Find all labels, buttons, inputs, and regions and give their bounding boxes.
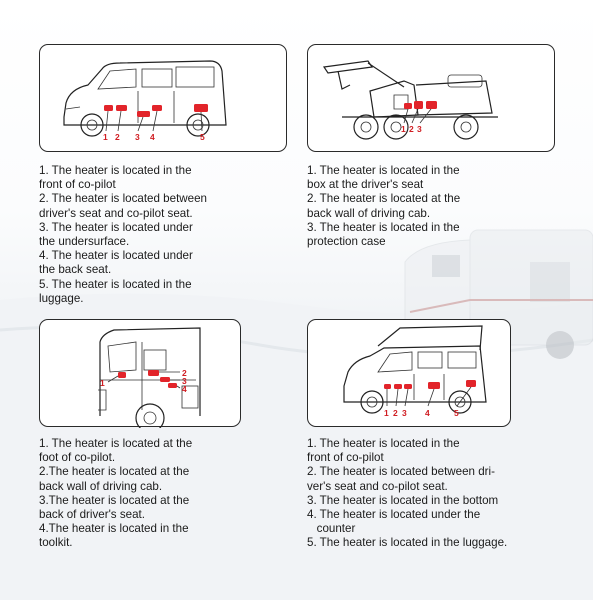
van-description-line: the undersurface. — [39, 235, 130, 249]
van-marker-label-1: 1 — [103, 132, 108, 142]
camper-heater-locations — [307, 437, 507, 551]
truck-marker-label-3: 3 — [182, 376, 187, 386]
excavator-diagram-panel — [307, 44, 555, 152]
truck-heater-locations — [39, 437, 192, 551]
truck-description-line: 3.The heater is located at the — [39, 493, 190, 507]
van-description-line: 1. The heater is located in the — [39, 164, 192, 177]
truck-description-line: 1. The heater is located at the — [39, 437, 193, 450]
truck-description-line: 2.The heater is located at the — [39, 465, 190, 479]
excavator-description-line: 3. The heater is located in the — [307, 220, 460, 234]
excavator-marker-label-3: 3 — [417, 124, 422, 134]
van-description-line: 2. The heater is located between — [39, 192, 208, 206]
van-marker-label-5: 5 — [200, 132, 205, 142]
camper-description-line: front of co-pilot — [307, 451, 384, 465]
camper-marker-label-1: 1 — [384, 408, 389, 418]
van-heater-marker-5 — [194, 104, 208, 112]
camper-description-line: 5. The heater is located in the luggage. — [307, 536, 508, 550]
truck-description-line: foot of co-pilot. — [39, 451, 116, 465]
excavator-heater-locations — [307, 164, 460, 249]
van-description-line: the back seat. — [39, 263, 112, 277]
excavator-marker-label-2: 2 — [409, 124, 414, 134]
van-heater-marker-1 — [104, 105, 113, 111]
van-marker-label-3: 3 — [135, 132, 140, 142]
van-marker-label-4: 4 — [150, 132, 155, 142]
camper-description-line: 3. The heater is located in the bottom — [307, 493, 499, 507]
truck-description-line: back wall of driving cab. — [39, 479, 163, 493]
excavator-description-line: box at the driver's seat — [307, 178, 424, 192]
camper-marker-label-3: 3 — [402, 408, 407, 418]
camper-illustration — [308, 320, 512, 428]
van-heater-marker-3 — [137, 111, 150, 117]
van-marker-label-2: 2 — [115, 132, 120, 142]
van-illustration — [40, 45, 288, 153]
truck-diagram-panel — [39, 319, 241, 427]
camper-description-line: 4. The heater is located under the — [307, 508, 481, 522]
excavator-marker-label-1: 1 — [401, 124, 406, 134]
van-description-line: front of co-pilot — [39, 178, 116, 192]
truck-marker-label-1: 1 — [100, 378, 105, 388]
excavator-description-line: back wall of driving cab. — [307, 206, 431, 220]
truck-heater-marker-2 — [148, 370, 159, 376]
camper-description-line: 2. The heater is located between dri- — [307, 465, 495, 479]
excavator-heater-marker-2 — [414, 101, 423, 109]
van-heater-marker-4 — [152, 105, 162, 111]
truck-heater-marker-3 — [160, 377, 170, 382]
camper-heater-marker-4 — [428, 382, 440, 389]
truck-description-line: back of driver's seat. — [39, 508, 145, 522]
camper-heater-marker-2 — [394, 384, 402, 389]
van-description-line: driver's seat and co-pilot seat. — [39, 206, 193, 220]
excavator-heater-marker-1 — [404, 103, 412, 109]
truck-description-line: toolkit. — [39, 536, 73, 550]
camper-marker-label-4: 4 — [425, 408, 430, 418]
camper-marker-label-2: 2 — [393, 408, 398, 418]
camper-heater-marker-3 — [404, 384, 412, 389]
excavator-illustration — [308, 45, 556, 153]
van-diagram-panel — [39, 44, 287, 152]
van-description-line: 4. The heater is located under — [39, 249, 193, 263]
camper-description-line: ver's seat and co-pilot seat. — [307, 479, 448, 493]
excavator-heater-marker-3 — [426, 101, 437, 109]
truck-heater-marker-4 — [168, 383, 177, 388]
truck-heater-marker-1 — [118, 372, 126, 378]
camper-description-line: counter — [307, 522, 356, 536]
camper-description-line: 1. The heater is located in the — [307, 437, 460, 450]
excavator-description-line: 1. The heater is located in the — [307, 164, 460, 177]
van-description-line: luggage. — [39, 291, 84, 305]
van-heater-locations — [39, 164, 207, 306]
truck-description-line: 4.The heater is located in the — [39, 522, 189, 536]
truck-marker-label-2: 2 — [182, 368, 187, 378]
van-description-line: 3. The heater is located under — [39, 220, 193, 234]
camper-marker-label-5: 5 — [454, 408, 459, 418]
excavator-description-line: protection case — [307, 235, 386, 249]
camper-diagram-panel — [307, 319, 511, 427]
excavator-description-line: 2. The heater is located at the — [307, 192, 461, 206]
camper-heater-marker-1 — [384, 384, 391, 389]
van-description-line: 5. The heater is located in the — [39, 277, 192, 291]
truck-illustration — [40, 320, 242, 428]
van-heater-marker-2 — [116, 105, 127, 111]
camper-heater-marker-5 — [466, 380, 476, 387]
truck-marker-label-4: 4 — [182, 384, 187, 394]
